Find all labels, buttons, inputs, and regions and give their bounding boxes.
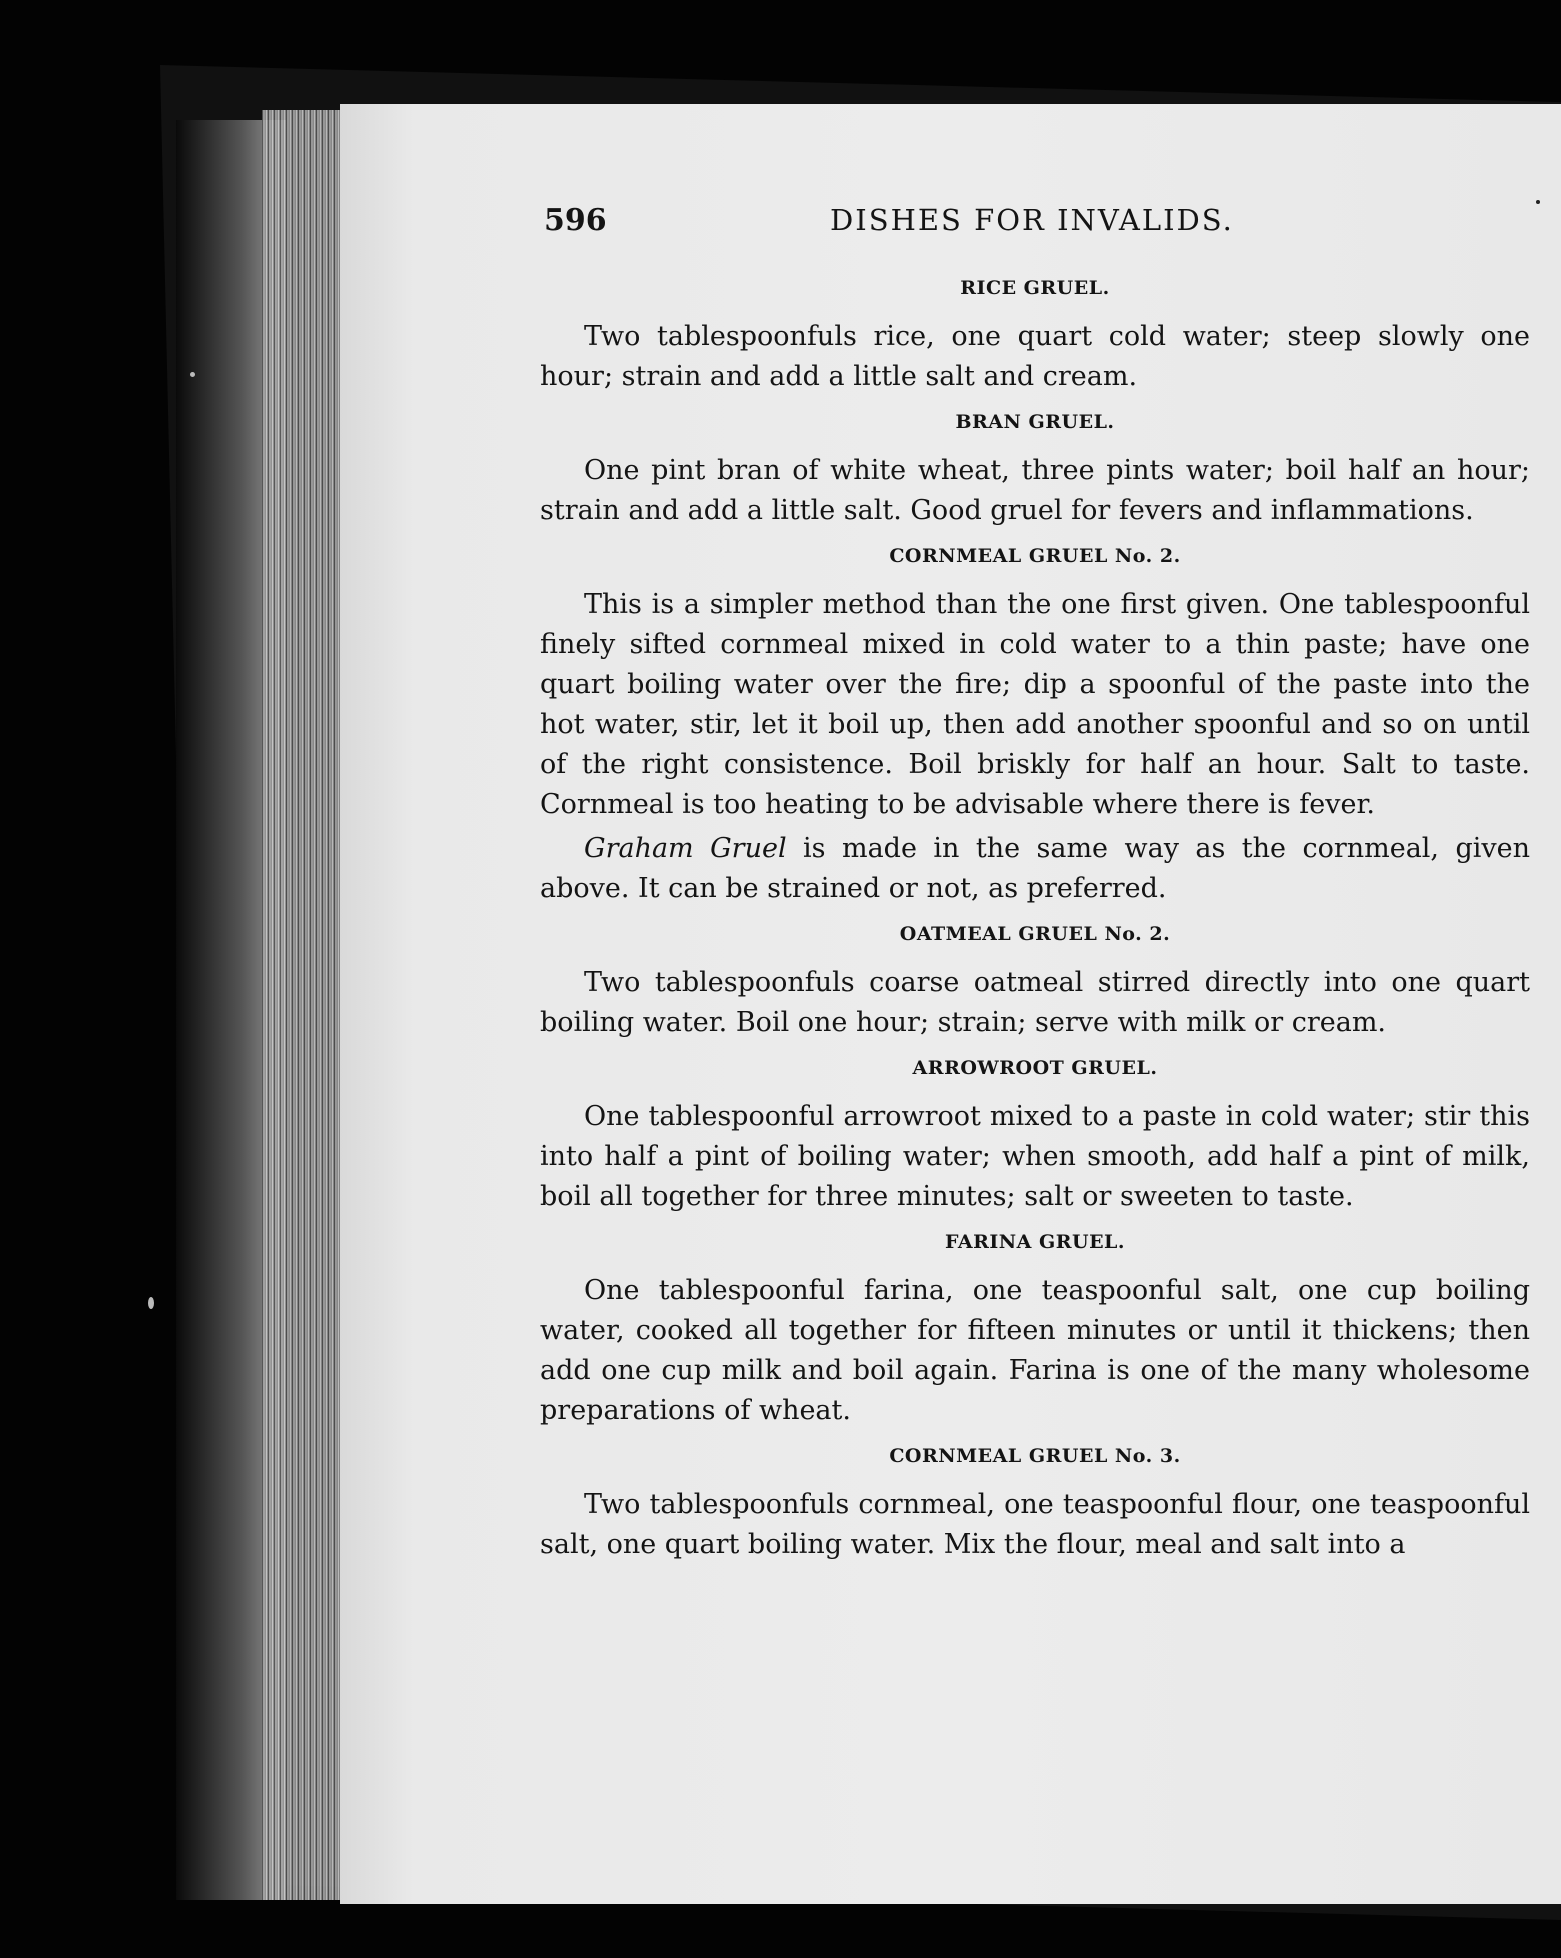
dust-speck (190, 372, 195, 377)
recipe-text: Two tablespoonfuls cornmeal, one teaspoonful flour, one teaspoonful salt, one quart boiling water. Mix the flour, meal and salt into a (540, 1489, 1530, 1560)
recipe-cornmeal-gruel-2 (540, 545, 1530, 909)
page-number: 596 (544, 203, 607, 238)
recipe-heading: ARROWROOT GRUEL. (912, 1057, 1158, 1079)
running-title: DISHES FOR INVALIDS. (830, 203, 1234, 237)
recipe-text: One tablespoonful arrowroot mixed to a paste in cold water; stir this into half a pint of boiling water; when smooth, add half a pint of milk, boil all together for three minutes; salt or sweeten to taste. (540, 1101, 1530, 1212)
recipe-text: One pint bran of white wheat, three pints water; boil half an hour; strain and add a little salt. Good gruel for fevers and inflammations. (540, 455, 1530, 526)
recipe-rice-gruel (540, 277, 1530, 397)
recipe-text: One tablespoonful farina, one teaspoonful salt, one cup boiling water, cooked all together for fifteen minutes or until it thickens; then add one cup milk and boil again. Farina is one of the many wholesome preparations of wheat. (540, 1275, 1530, 1426)
dust-speck (148, 1297, 154, 1309)
recipe-arrowroot-gruel (540, 1057, 1530, 1217)
running-head (540, 195, 1530, 239)
recipe-heading: BRAN GRUEL. (955, 411, 1115, 433)
recipe-note (540, 829, 1530, 909)
recipe-oatmeal-gruel-2 (540, 923, 1530, 1043)
recipe-farina-gruel (540, 1231, 1530, 1431)
recipe-text: Two tablespoonfuls rice, one quart cold water; steep slowly one hour; strain and add a little salt and cream. (540, 321, 1530, 392)
graham-gruel-text: is made in the same way as the cornmeal, given above. It can be strained or not, as preferred. (540, 833, 1530, 904)
recipe-heading: OATMEAL GRUEL No. 2. (899, 923, 1171, 945)
recipe-bran-gruel (540, 411, 1530, 531)
recipe-heading: CORNMEAL GRUEL No. 2. (889, 545, 1181, 567)
recipe-cornmeal-gruel-3 (540, 1445, 1530, 1565)
recipe-heading: RICE GRUEL. (960, 277, 1110, 299)
dust-speck (1536, 200, 1540, 204)
graham-gruel-term: Graham Gruel (584, 833, 787, 864)
page-content (540, 195, 1530, 1569)
recipe-heading: CORNMEAL GRUEL No. 3. (889, 1445, 1181, 1467)
recipe-text: Two tablespoonfuls coarse oatmeal stirred directly into one quart boiling water. Boil one hour; strain; serve with milk or cream. (540, 967, 1530, 1038)
recipe-heading: FARINA GRUEL. (944, 1231, 1126, 1253)
recipe-text: This is a simpler method than the one first given. One tablespoonful finely sifted cornmeal mixed in cold water to a thin paste; have one quart boiling water over the fire; dip a spoonful of the paste into the hot water, stir, let it boil up, then add another spoonful and so on until of the right consistence. Boil briskly for half an hour. Salt to taste. Cornmeal is too heating to be advisable where there is fever. (540, 589, 1530, 820)
